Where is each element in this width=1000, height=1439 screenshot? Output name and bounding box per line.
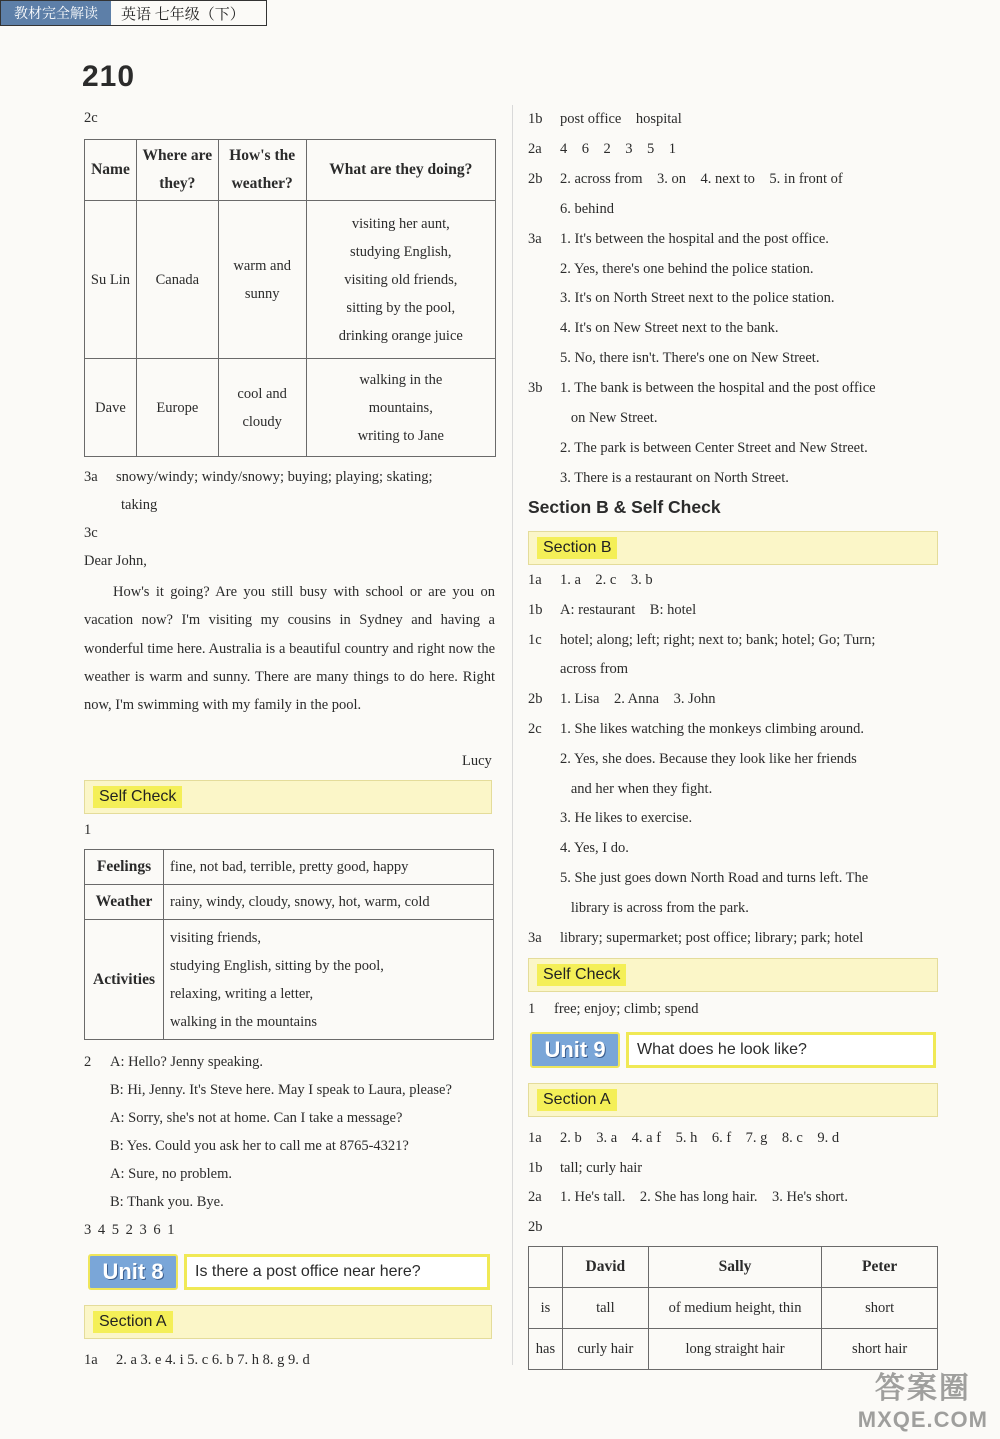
- exercise-label: 3a: [528, 929, 542, 946]
- answer-line: [528, 1187, 848, 1207]
- answer-line: [528, 438, 868, 458]
- table-row: [85, 920, 494, 1040]
- table-cell: long straight hair: [648, 1329, 822, 1370]
- answer-line: [528, 109, 682, 129]
- header-name: Name: [85, 140, 137, 201]
- answer-text: 3. He likes to exercise.: [560, 810, 693, 827]
- answer-line: [528, 378, 876, 398]
- table-row: [85, 201, 496, 359]
- activity-line: studying English, sitting by the pool,: [170, 957, 384, 974]
- weather-line: cool and: [237, 385, 287, 402]
- header-david: David: [562, 1247, 648, 1288]
- cell-weather: [218, 201, 306, 359]
- answer-line: [528, 1128, 839, 1148]
- row-items: [164, 920, 494, 1040]
- section-a-label: Section A: [537, 1089, 617, 1111]
- cell-name: Su Lin: [85, 201, 137, 359]
- site-watermark: [858, 1363, 988, 1433]
- answer-line: [528, 348, 819, 368]
- answer-line: [528, 139, 676, 159]
- unit-8-banner: [88, 1254, 490, 1290]
- activity-line: sitting by the pool,: [346, 299, 456, 316]
- answer-text: hotel; along; left; right; next to; bank; hotel; Go; Turn;: [560, 631, 876, 648]
- unit-8-badge: Unit 8: [88, 1254, 178, 1290]
- answer-text: taking: [121, 497, 158, 513]
- table-2c: [84, 139, 496, 457]
- answer-text: 1. Lisa 2. Anna 3. John: [560, 691, 716, 708]
- section-b-bar: [528, 531, 938, 565]
- answer-text: on New Street.: [560, 410, 658, 426]
- dialogue-line: A: Sorry, she's not at home. Can I take a message?: [110, 1110, 403, 1126]
- answer-text: 1. It's between the hospital and the post office.: [560, 230, 829, 247]
- cell-doing: [306, 359, 495, 457]
- answer-text: 4 6 2 3 5 1: [560, 140, 676, 157]
- answer-line: [528, 259, 814, 279]
- answer-text: 2. Yes, she does. Because they look like her friends: [560, 750, 857, 767]
- exercise-label: 1b: [528, 601, 543, 618]
- answer-text: 2. Yes, there's one behind the police station.: [560, 260, 814, 277]
- exercise-label: 3a: [528, 230, 542, 247]
- section-b-heading: Section B & Self Check: [528, 497, 721, 517]
- answer-line: [528, 779, 712, 799]
- header-where: Where are they?: [136, 140, 218, 201]
- answer-line: [528, 199, 614, 219]
- exercise-label: 1a: [528, 572, 542, 588]
- section-b-label: Section B: [537, 537, 617, 559]
- section-a-bar: [84, 1305, 492, 1339]
- answer-text: 6. behind: [560, 200, 614, 217]
- answer-line: [528, 1217, 560, 1237]
- answer-line: [528, 229, 829, 249]
- table-header-row: [85, 140, 496, 201]
- answer-text: 5. No, there isn't. There's one on New Street.: [560, 350, 820, 367]
- answer-text: snowy/windy; windy/snowy; buying; playing; skating;: [116, 469, 433, 485]
- table-row: [85, 850, 494, 885]
- answer-line: [528, 570, 653, 590]
- answer-line: [528, 288, 834, 308]
- exercise-label: 2a: [528, 140, 542, 157]
- answer-line: [528, 630, 875, 650]
- exercise-1: [528, 999, 699, 1019]
- self-check-label: Self Check: [93, 786, 182, 808]
- subject-grade: 英语 七年级（下）: [121, 6, 245, 23]
- answer-text: A: restaurant B: hotel: [560, 601, 697, 618]
- answer-line: [528, 600, 696, 620]
- answer-text: 1. He's tall. 2. She has long hair. 3. He's short.: [560, 1189, 848, 1205]
- answer-text: 4. It's on New Street next to the bank.: [560, 320, 779, 337]
- self-check-table: [84, 849, 494, 1040]
- answer-text: 2. b 3. a 4. a f 5. h 6. f 7. g 8. c 9. d: [560, 1130, 840, 1146]
- exercise-label: 3a: [84, 469, 98, 485]
- answer-text: 1. The bank is between the hospital and the post office: [560, 380, 876, 397]
- weather-line: cloudy: [242, 413, 282, 430]
- unit-9-title: What does he look like?: [626, 1032, 936, 1068]
- unit-9-banner: [530, 1032, 936, 1068]
- answer-text: 2. across from 3. on 4. next to 5. in front of: [560, 170, 843, 187]
- letter-paragraph: How's it going? Are you still busy with school or are you on vacation now? I'm visiting my cousins in Sydney and having a wonderful time here. Australia is a beautiful country and right now the weather is warm and sunny. There are many things to do here. Right now, I'm swimming with my family in the pool.: [84, 584, 495, 714]
- answer-line: [528, 868, 868, 888]
- exercise-3a: [84, 467, 433, 487]
- answer-line: [528, 468, 789, 488]
- activity-line: walking in the mountains: [170, 1013, 317, 1030]
- answer-text: across from: [560, 661, 629, 678]
- answer-text: post office hospital: [560, 111, 682, 127]
- table-row: [85, 359, 496, 457]
- exercise-label: 1b: [528, 111, 543, 127]
- book-title-badge: [0, 0, 267, 26]
- table-cell: tall: [562, 1288, 648, 1329]
- exercise-label: 2b: [528, 1218, 543, 1235]
- dialogue-line: B: Yes. Could you ask her to call me at 8765-4321?: [110, 1138, 409, 1154]
- exercise-label: 1c: [528, 631, 542, 648]
- activity-line: writing to Jane: [357, 427, 444, 444]
- cell-doing: [306, 201, 495, 359]
- row-items: rainy, windy, cloudy, snowy, hot, warm, cold: [164, 885, 494, 920]
- book-title: 教材完全解读: [1, 1, 111, 25]
- exercise-label: 1: [528, 1001, 536, 1017]
- self-check-label: Self Check: [537, 964, 626, 986]
- answer-text: and her when they fight.: [560, 780, 713, 797]
- row-label: is: [529, 1288, 563, 1329]
- table-cell: curly hair: [562, 1329, 648, 1370]
- answer-text: 2. a 3. e 4. i 5. c 6. b 7. h 8. g 9. d: [116, 1352, 310, 1368]
- section-a-bar: [528, 1083, 938, 1117]
- exercise-1a: [84, 1350, 310, 1370]
- answer-line: [528, 1158, 642, 1178]
- answer-line: [528, 808, 692, 828]
- cell-weather: [218, 359, 306, 457]
- section-a-label: Section A: [93, 1311, 173, 1333]
- table-row: [85, 885, 494, 920]
- answer-text: 3. There is a restaurant on North Street.: [560, 469, 789, 486]
- answer-line: [528, 838, 629, 858]
- watermark-logo-text: 答案圈: [874, 1372, 971, 1405]
- table-2b: [528, 1246, 938, 1370]
- page-number: 210: [82, 60, 136, 93]
- exercise-label: 1a: [84, 1352, 98, 1368]
- dialogue-line: B: Thank you. Bye.: [110, 1194, 224, 1210]
- answer-line: [528, 749, 857, 769]
- answer-line: [528, 318, 778, 338]
- answer-text: 2. The park is between Center Street and New Street.: [560, 439, 868, 456]
- table-cell: of medium height, thin: [648, 1288, 822, 1329]
- cell-name: Dave: [85, 359, 137, 457]
- answer-line: [528, 928, 863, 948]
- table-cell: short hair: [822, 1329, 938, 1370]
- exercise-label: 1b: [528, 1159, 543, 1176]
- answer-line: [528, 659, 628, 679]
- exercise-3-answers: 3 4 5 2 3 6 1: [84, 1222, 175, 1238]
- activity-line: visiting her aunt,: [351, 215, 450, 232]
- answer-text: library; supermarket; post office; library; park; hotel: [560, 929, 864, 946]
- exercise-label-2c: 2c: [84, 110, 98, 126]
- row-header-feelings: Feelings: [85, 850, 164, 885]
- letter-signature: Lucy: [462, 753, 492, 769]
- header-doing: What are they doing?: [306, 140, 495, 201]
- header-blank: [529, 1247, 563, 1288]
- dialogue-line: B: Hi, Jenny. It's Steve here. May I speak to Laura, please?: [110, 1082, 452, 1098]
- exercise-label: 1a: [528, 1130, 542, 1146]
- activity-line: relaxing, writing a letter,: [170, 985, 314, 1002]
- self-check-bar: [528, 958, 938, 992]
- exercise-label: 2c: [528, 721, 542, 737]
- answer-text: 1. She likes watching the monkeys climbing around.: [560, 721, 865, 737]
- letter-body: [84, 578, 495, 719]
- answer-line: [528, 408, 657, 428]
- answer-line: [528, 169, 843, 189]
- answer-line: [528, 719, 864, 739]
- activity-line: drinking orange juice: [338, 327, 463, 344]
- answer-text: 4. Yes, I do.: [560, 840, 629, 857]
- activity-line: studying English,: [350, 243, 452, 260]
- answer-text: free; enjoy; climb; spend: [554, 1001, 699, 1017]
- letter-greeting: Dear John,: [84, 553, 147, 569]
- watermark-url: MXQE.COM: [857, 1407, 988, 1432]
- unit-9-badge: Unit 9: [530, 1032, 620, 1068]
- activity-line: walking in the: [359, 371, 443, 388]
- cell-where: Canada: [136, 201, 218, 359]
- header-weather: How's the weather?: [218, 140, 306, 201]
- activity-line: visiting friends,: [170, 929, 262, 946]
- header-peter: Peter: [822, 1247, 938, 1288]
- dialogue-line: A: Hello? Jenny speaking.: [110, 1054, 264, 1070]
- answer-text: tall; curly hair: [560, 1159, 643, 1176]
- exercise-label: 2a: [528, 1189, 542, 1205]
- dialogue-line: A: Sure, no problem.: [110, 1166, 233, 1182]
- table-header-row: [529, 1247, 938, 1288]
- exercise-label: 3b: [528, 380, 543, 397]
- answer-text: 3. It's on North Street next to the police station.: [560, 290, 835, 307]
- weather-line: warm and: [233, 257, 291, 274]
- answer-line: [528, 898, 749, 918]
- weather-line: sunny: [244, 285, 280, 302]
- table-row: [529, 1288, 938, 1329]
- exercise-label-2: 2: [84, 1054, 92, 1070]
- row-header-weather: Weather: [85, 885, 164, 920]
- header-sally: Sally: [648, 1247, 822, 1288]
- answer-text: library is across from the park.: [560, 899, 749, 916]
- activity-line: visiting old friends,: [344, 271, 458, 288]
- answer-text: 5. She just goes down North Road and turns left. The: [560, 870, 869, 886]
- exercise-label-1: 1: [84, 822, 92, 838]
- row-label: has: [529, 1329, 563, 1370]
- cell-where: Europe: [136, 359, 218, 457]
- exercise-label: 2b: [528, 691, 543, 708]
- answer-text: 1. a 2. c 3. b: [560, 572, 653, 588]
- column-divider: [512, 105, 513, 1365]
- row-header-activities: Activities: [85, 920, 164, 1040]
- exercise-label-3c: 3c: [84, 525, 98, 541]
- table-cell: short: [822, 1288, 938, 1329]
- activity-line: mountains,: [368, 399, 433, 416]
- answer-line: [528, 689, 715, 709]
- row-items: fine, not bad, terrible, pretty good, happy: [164, 850, 494, 885]
- exercise-label: 2b: [528, 170, 543, 187]
- self-check-bar: [84, 780, 492, 814]
- unit-8-title: Is there a post office near here?: [184, 1254, 490, 1290]
